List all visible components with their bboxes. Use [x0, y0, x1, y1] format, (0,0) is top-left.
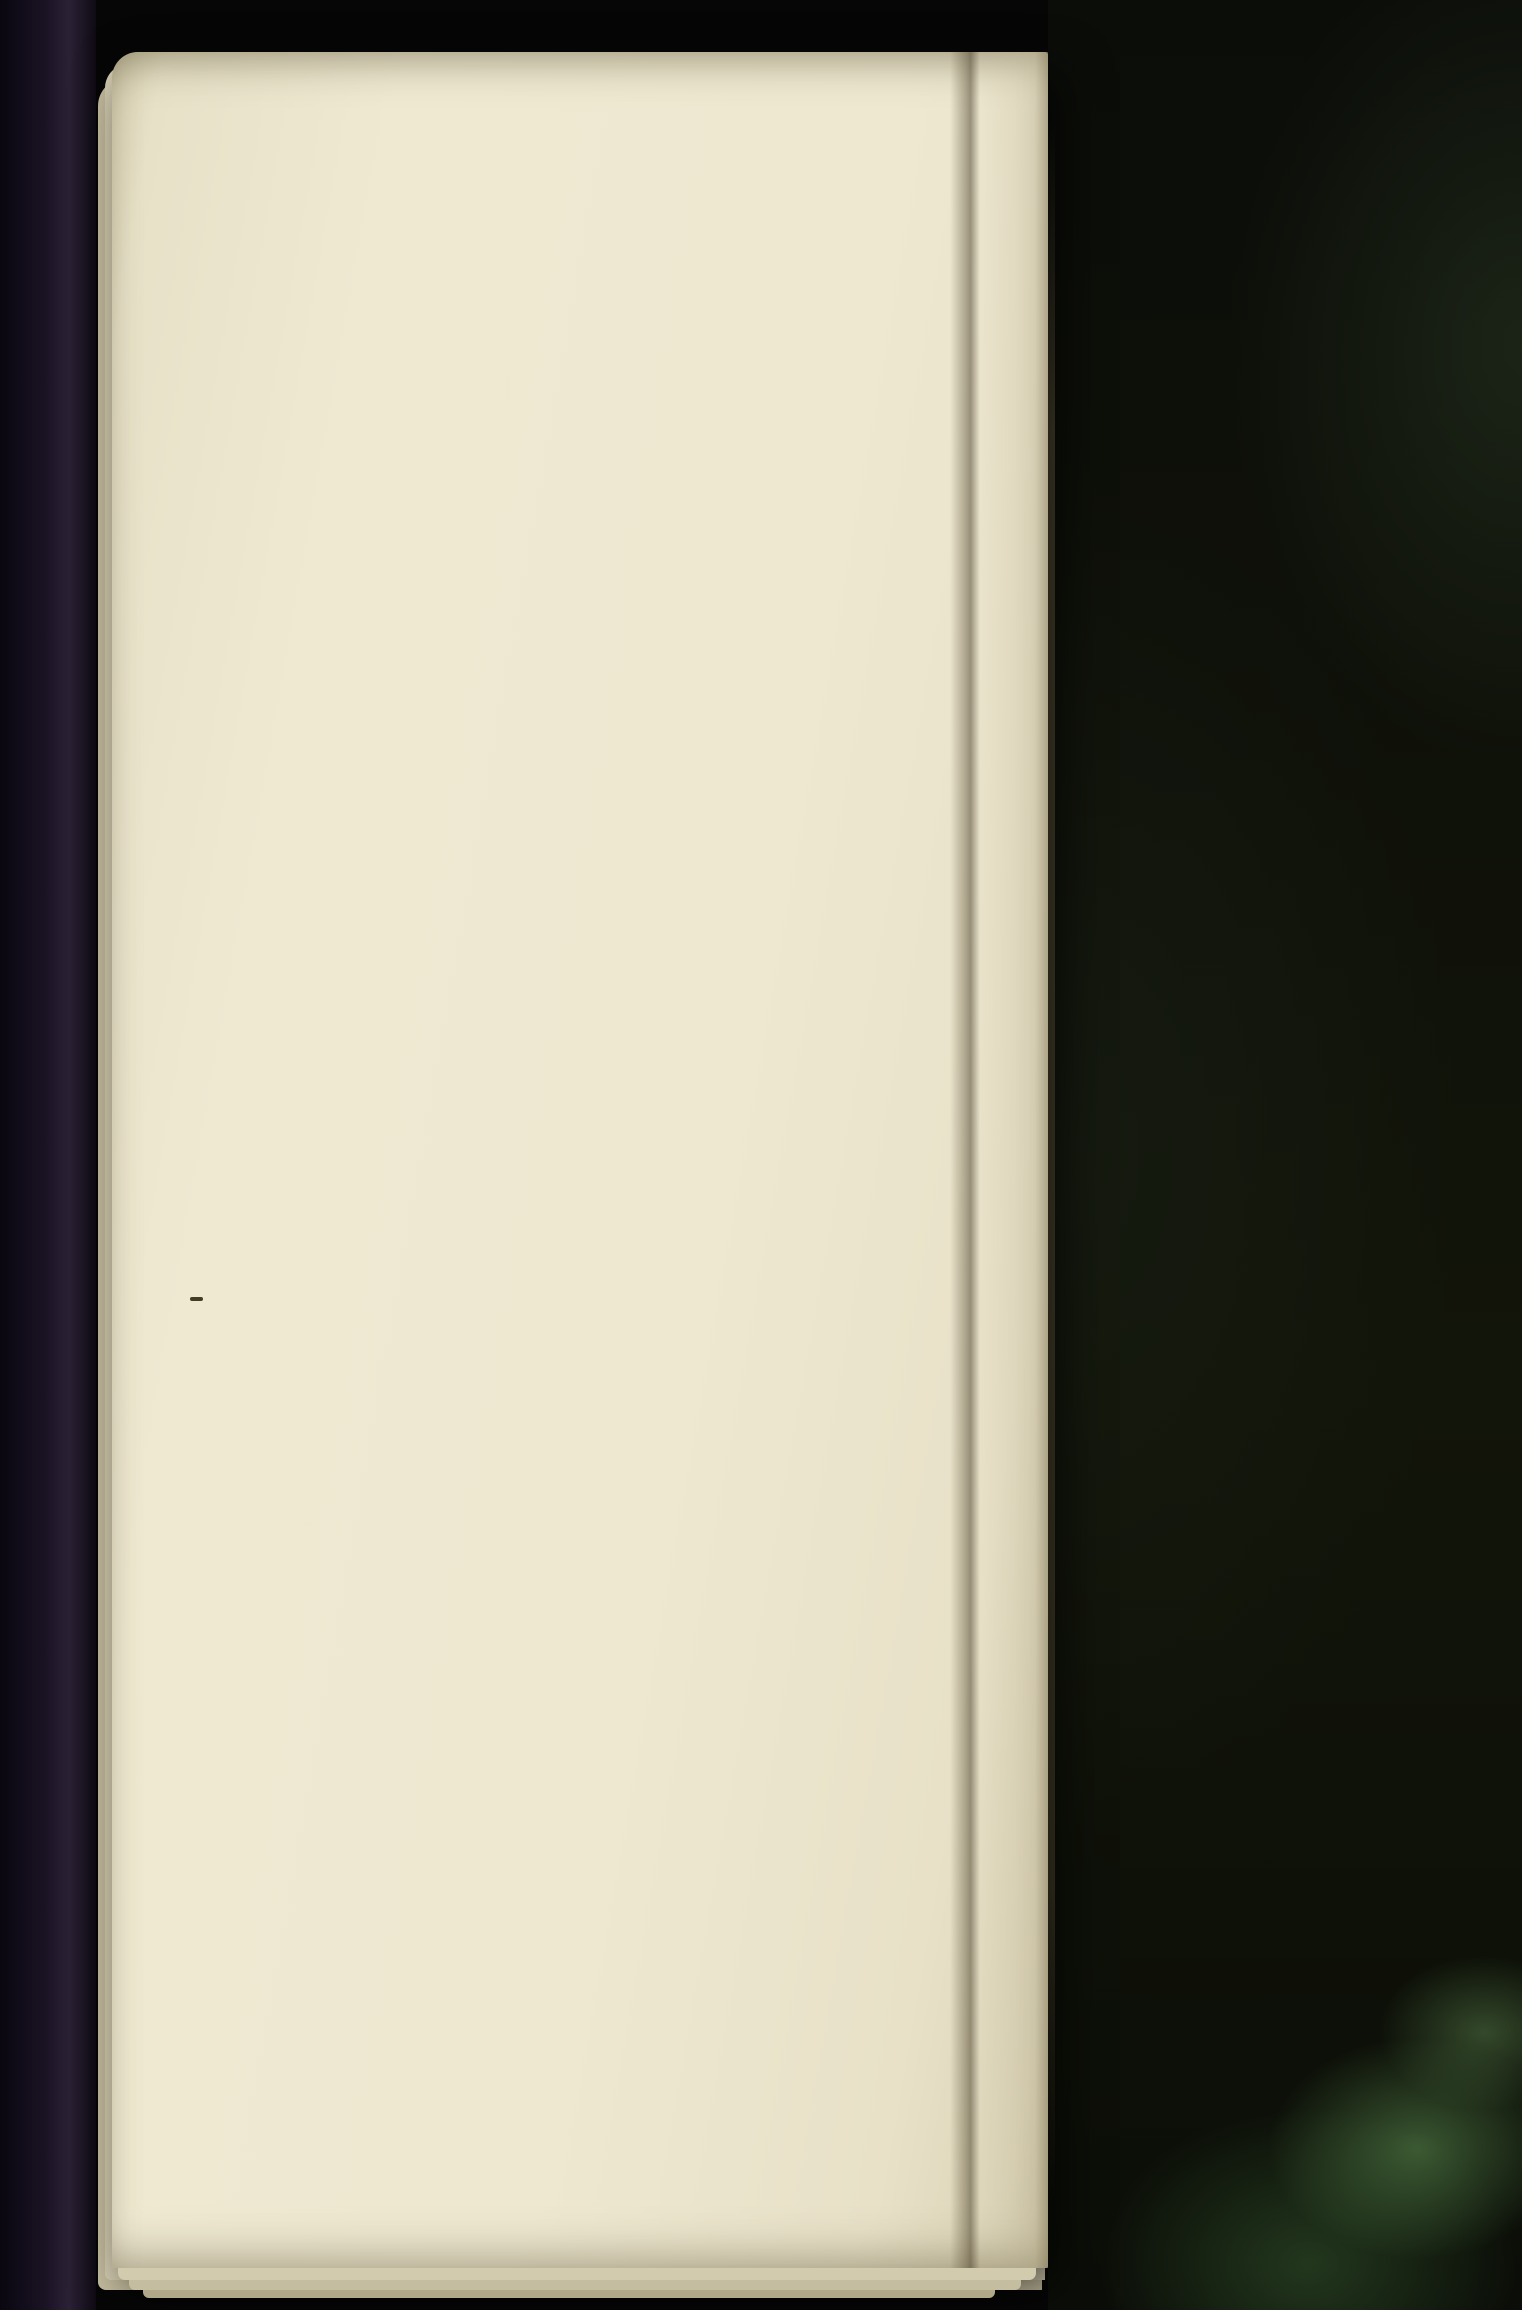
page-stack-edge	[143, 2290, 995, 2298]
page-stack-edge	[129, 2280, 1021, 2290]
book-cover	[1048, 0, 1522, 2310]
page-fore-edge	[1048, 120, 1055, 2200]
book-spine	[0, 0, 96, 2310]
page	[112, 52, 1048, 2268]
page-stack-edge	[118, 2268, 1036, 2280]
adjacent-page-edge	[976, 52, 1048, 2268]
margin-stray-mark	[190, 1297, 203, 1301]
page-content	[212, 100, 910, 136]
